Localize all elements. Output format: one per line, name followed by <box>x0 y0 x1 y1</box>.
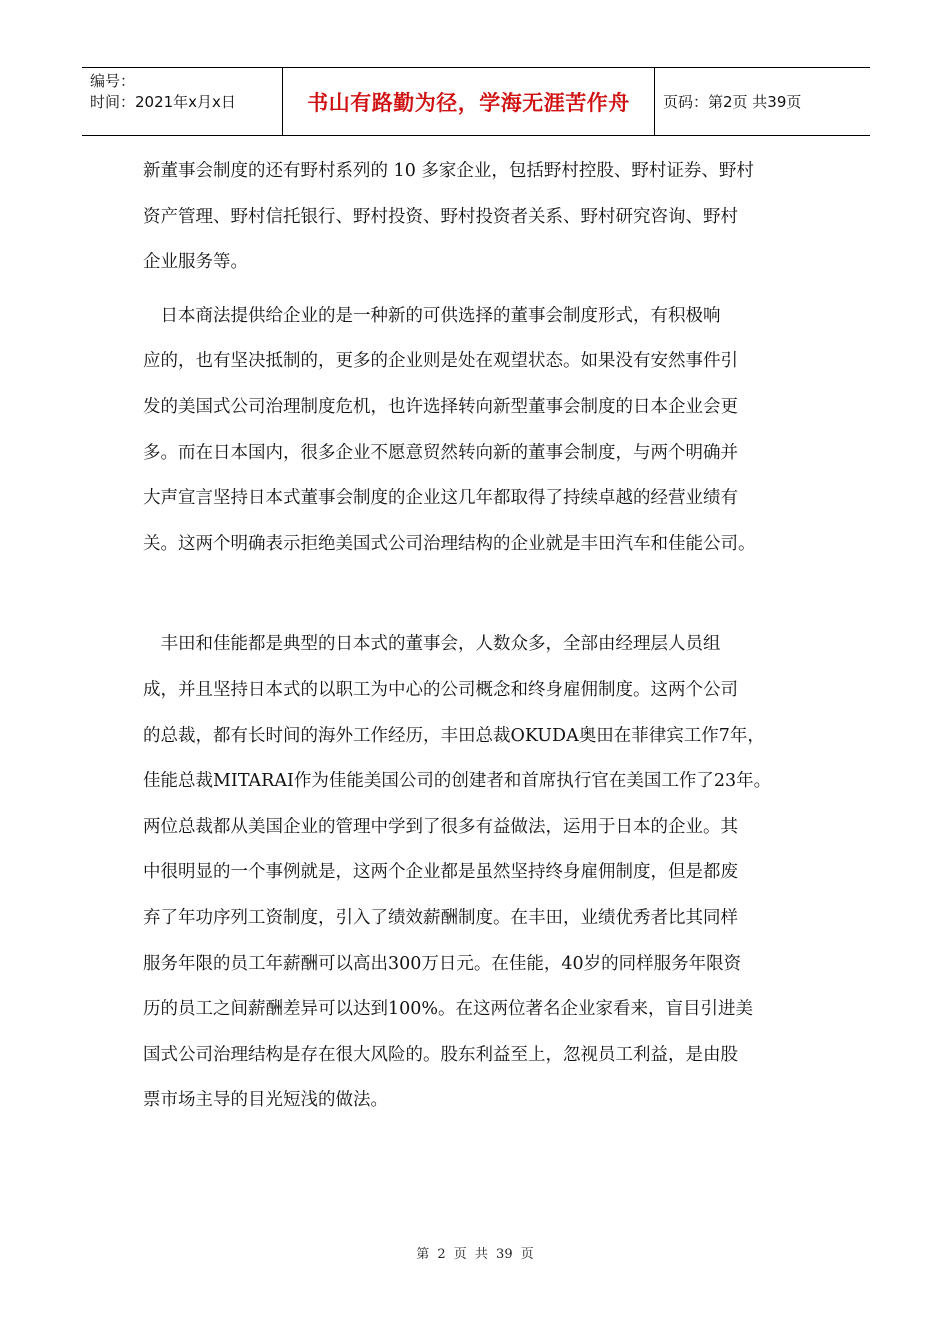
page-footer: 第 2 页 共 39 页 <box>416 1247 534 1262</box>
text-line: 企业服务等。 <box>143 252 248 273</box>
document-date: 时间：2021年x月x日 <box>90 93 236 111</box>
text-line: 丰田和佳能都是典型的日本式的董事会，人数众多，全部由经理层人员组 <box>143 634 721 655</box>
paragraph-3 <box>143 622 818 1124</box>
text-line: 成，并且坚持日本式的以职工为中心的公司概念和终身雇佣制度。这两个公司 <box>143 679 738 700</box>
text-line: 中很明显的一个事例就是，这两个企业都是虽然坚持终身雇佣制度，但是都废 <box>143 862 738 883</box>
document-number-label: 编号： <box>90 72 136 90</box>
text-line: 发的美国式公司治理制度危机，也许选择转向新型董事会制度的日本企业会更 <box>143 396 738 417</box>
text-line: 应的，也有坚决抵制的，更多的企业则是处在观望状态。如果没有安然事件引 <box>143 351 738 372</box>
text-line: 关。这两个明确表示拒绝美国式公司治理结构的企业就是丰田汽车和佳能公司。 <box>143 533 756 554</box>
paragraph-2 <box>143 294 818 568</box>
text-line: 资产管理、野村信托银行、野村投资、野村投资者关系、野村研究咨询、野村 <box>143 206 738 227</box>
text-line: 票市场主导的目光短浅的做法。 <box>143 1090 388 1111</box>
text-line: 的总裁，都有长时间的海外工作经历，丰田总裁OKUDA奥田在菲律宾工作7年， <box>143 725 765 746</box>
text-line: 多。而在日本国内，很多企业不愿意贸然转向新的董事会制度，与两个明确并 <box>143 442 738 463</box>
text-line: 日本商法提供给企业的是一种新的可供选择的董事会制度形式，有积极响 <box>143 305 721 326</box>
text-line: 大声宣言坚持日本式董事会制度的企业这几年都取得了持续卓越的经营业绩有 <box>143 488 738 509</box>
text-line: 历的员工之间薪酬差异可以达到100%。在这两位著名企业家看来，盲目引进美 <box>143 999 754 1020</box>
paragraph-1 <box>143 149 818 286</box>
text-line: 佳能总裁MITARAI作为佳能美国公司的创建者和首席执行官在美国工作了23年。 <box>143 771 772 792</box>
document-body <box>143 149 818 1124</box>
text-line: 两位总裁都从美国企业的管理中学到了很多有益做法，运用于日本的企业。其 <box>143 816 738 837</box>
text-line: 新董事会制度的还有野村系列的 10 多家企业，包括野村控股、野村证券、野村 <box>143 161 754 181</box>
header-info <box>82 68 282 135</box>
text-line: 弃了年功序列工资制度，引入了绩效薪酬制度。在丰田，业绩优秀者比其同样 <box>143 907 738 928</box>
page-header <box>82 67 870 136</box>
header-slogan: 书山有路勤为径，学海无涯苦作舟 <box>282 68 655 135</box>
text-line: 服务年限的员工年薪酬可以高出300万日元。在佳能，40岁的同样服务年限资 <box>143 953 742 974</box>
text-line: 国式公司治理结构是存在很大风险的。股东利益至上，忽视员工利益，是由股 <box>143 1044 738 1065</box>
header-page-code: 页码：第2页 共39页 <box>663 93 802 111</box>
